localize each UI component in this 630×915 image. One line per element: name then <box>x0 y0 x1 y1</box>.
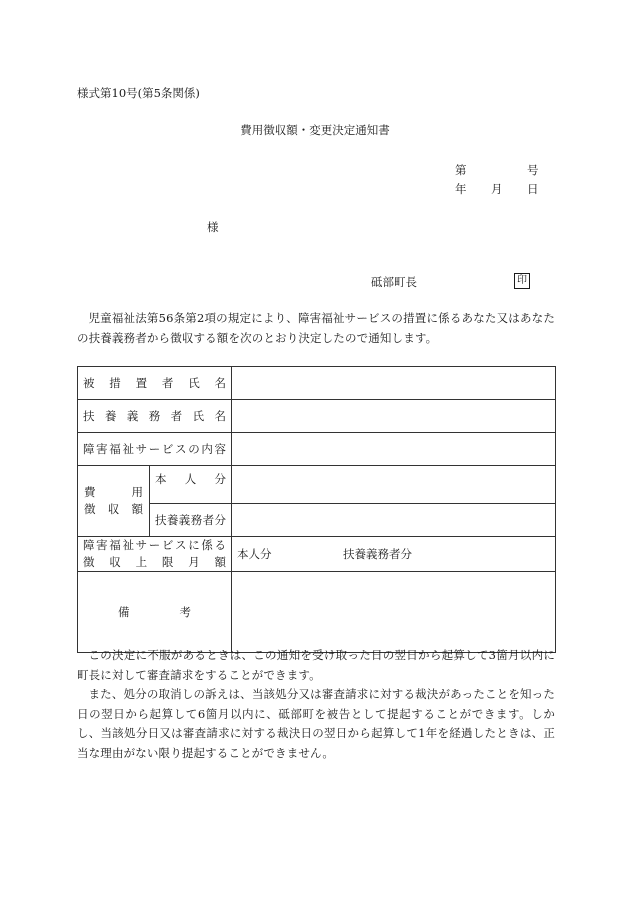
remarks-value <box>232 572 556 653</box>
table-row <box>78 572 556 653</box>
seal-mark: 印 <box>514 273 530 289</box>
collection-label-line2: 徴収額 <box>84 502 143 516</box>
date-day: 日 <box>527 182 539 196</box>
service-content-label: 障害福祉サービスの内容 <box>78 433 232 466</box>
issuer-title: 砥部町長 <box>371 275 417 289</box>
remarks-label-text: 備考 <box>118 604 191 619</box>
guardian-name-label: 扶養義務者氏名 <box>78 400 232 433</box>
limit-label-line1: 障害福祉サービスに係る <box>83 538 226 552</box>
person-name-value <box>232 367 556 400</box>
table-row <box>78 466 556 504</box>
addressee-honorific: 様 <box>207 220 219 234</box>
document-title: 費用徴収額・変更決定通知書 <box>240 123 390 137</box>
lawsuit-notice: また、処分の取消しの訴えは、当該処分又は審査請求に対する裁決があったことを知った日の翌日から起算して6箇月以内に、砥部町を被告として提起することができます。しかし、当該処分日又は審査請求に対する裁決日の翌日から起算して1年を経過したときは、正当な理由がない限り提起することができません。 <box>77 687 555 760</box>
table-row <box>78 400 556 433</box>
table-row <box>78 504 556 537</box>
date-month: 月 <box>491 182 503 196</box>
table-row <box>78 537 556 572</box>
number-suffix: 号 <box>527 163 539 177</box>
remarks-label <box>78 572 232 653</box>
body-paragraph: 児童福祉法第56条第2項の規定により、障害福祉サービスの措置に係るあなた又はあなたの扶養義務者から徴収する額を次のとおり決定したので通知します。 <box>77 311 555 345</box>
guardian-portion-value <box>232 504 556 537</box>
self-portion-label: 本人分 <box>150 466 232 504</box>
table-row <box>78 433 556 466</box>
guardian-portion-label: 扶養義務者分 <box>150 504 232 537</box>
self-portion-value <box>232 466 556 504</box>
monthly-limit-value <box>232 537 556 572</box>
monthly-limit-label <box>78 537 232 572</box>
guardian-name-value <box>232 400 556 433</box>
number-prefix: 第 <box>455 163 467 177</box>
limit-label-line2: 徴収上限月額 <box>83 555 226 569</box>
form-number: 様式第10号(第5条関係) <box>77 86 200 100</box>
limit-self-label: 本人分 <box>237 547 272 561</box>
person-name-label: 被措置者氏名 <box>78 367 232 400</box>
service-content-value <box>232 433 556 466</box>
decision-table <box>77 366 556 653</box>
table-row <box>78 367 556 400</box>
collection-label-line1: 費用 <box>84 485 143 499</box>
collection-amount-label <box>78 466 150 537</box>
limit-guardian-label: 扶養義務者分 <box>343 547 412 561</box>
appeal-notice: この決定に不服があるときは、この通知を受け取った日の翌日から起算して3箇月以内に町長に対して審査請求をすることができます。 <box>77 648 555 682</box>
date-year: 年 <box>455 182 467 196</box>
